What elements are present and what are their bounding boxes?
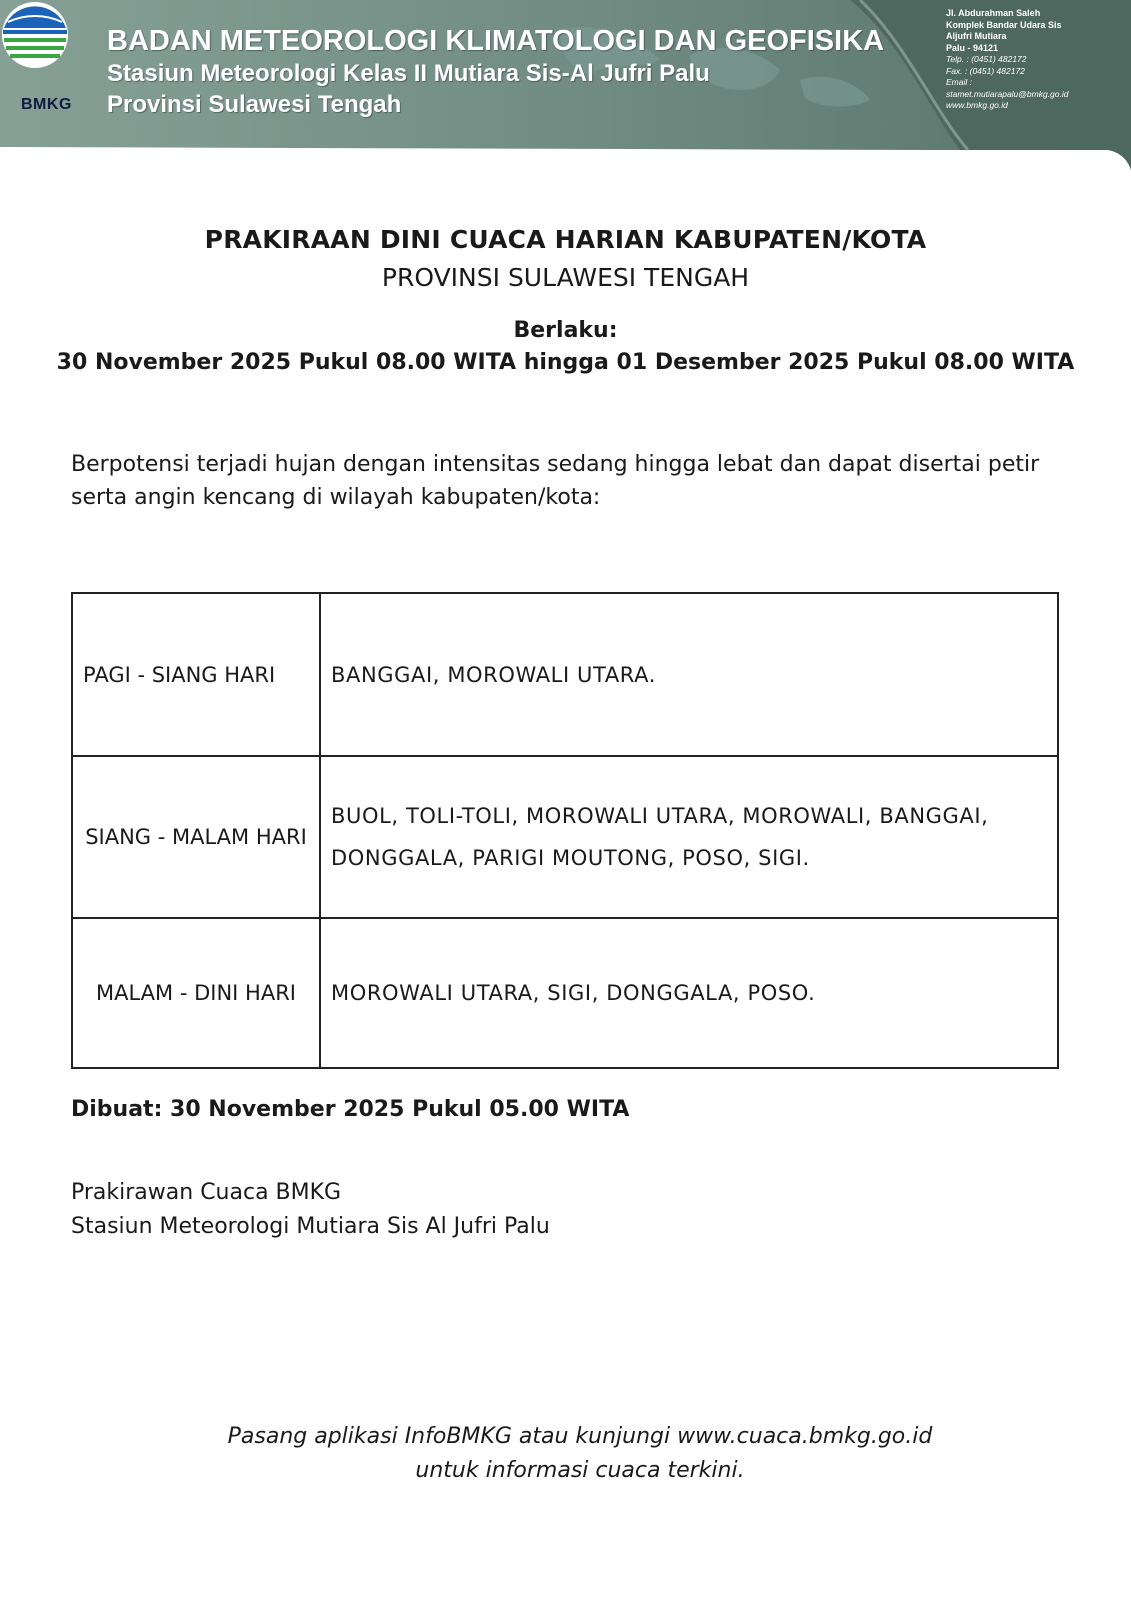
telephone: Telp. : (0451) 482172 (946, 54, 1027, 64)
email-label: Email : (946, 77, 972, 87)
created-timestamp: Dibuat: 30 November 2025 Pukul 05.00 WITA (71, 1097, 630, 1122)
address-line: Komplek Bandar Udara Sis (946, 19, 1062, 30)
logo-label: BMKG (21, 96, 72, 113)
email-address: stamet.mutiarapalu@bmkg.go.id (946, 88, 1069, 99)
province-name: Provinsi Sulawesi Tengah (107, 91, 402, 118)
signature-role: Prakirawan Cuaca BMKG (71, 1180, 342, 1205)
valid-period: 30 November 2025 Pukul 08.00 WITA hingga 01 Desember 2025 Pukul 08.00 WITA (56, 350, 1075, 375)
organization-block (107, 24, 884, 120)
organization-name: BADAN METEOROLOGI KLIMATOLOGI DAN GEOFISIKA (107, 25, 885, 57)
fax: Fax. : (0451) 482172 (946, 65, 1025, 76)
valid-label: Berlaku: (513, 318, 618, 343)
areas-cell: BANGGAI, MOROWALI UTARA. (320, 593, 1058, 756)
intro-paragraph: Berpotensi terjadi hujan dengan intensitas sedang hingga lebat dan dapat disertai petir serta angin kencang di wilayah kabupaten/kota: (71, 452, 1040, 510)
table-row (72, 918, 1058, 1068)
footer-note (0, 1420, 1131, 1488)
table-row (72, 756, 1058, 918)
period-cell: SIANG - MALAM HARI (72, 756, 320, 918)
document-subtitle: PROVINSI SULAWESI TENGAH (381, 263, 750, 292)
areas-cell: MOROWALI UTARA, SIGI, DONGGALA, POSO. (320, 918, 1058, 1068)
signature-station: Stasiun Meteorologi Mutiara Sis Al Jufri Palu (71, 1214, 550, 1239)
table-row (72, 593, 1058, 756)
station-name: Stasiun Meteorologi Kelas II Mutiara Sis-Al Jufri Palu (107, 60, 710, 87)
bmkg-logo-icon (0, 0, 70, 70)
forecast-table (71, 592, 1059, 1069)
website: www.bmkg.go.id (946, 100, 1008, 110)
address-line: Aljufri Mutiara (946, 31, 1007, 41)
document-title: PRAKIRAAN DINI CUACA HARIAN KABUPATEN/KOTA (204, 225, 927, 254)
period-cell: PAGI - SIANG HARI (72, 593, 320, 756)
period-cell: MALAM - DINI HARI (72, 918, 320, 1068)
header-banner (0, 0, 1131, 175)
address-line: Jl. Abdurahman Saleh (946, 8, 1041, 18)
footer-line: untuk informasi cuaca terkini. (415, 1458, 745, 1483)
contact-block (946, 8, 1126, 112)
signature-block (71, 1176, 550, 1244)
address-line: Palu - 94121 (946, 42, 999, 53)
footer-line: Pasang aplikasi InfoBMKG atau kunjungi www.cuaca.bmkg.go.id (227, 1424, 933, 1449)
areas-cell: BUOL, TOLI-TOLI, MOROWALI UTARA, MOROWALI, BANGGAI, DONGGALA, PARIGI MOUTONG, POSO, SIGI. (320, 756, 1058, 918)
